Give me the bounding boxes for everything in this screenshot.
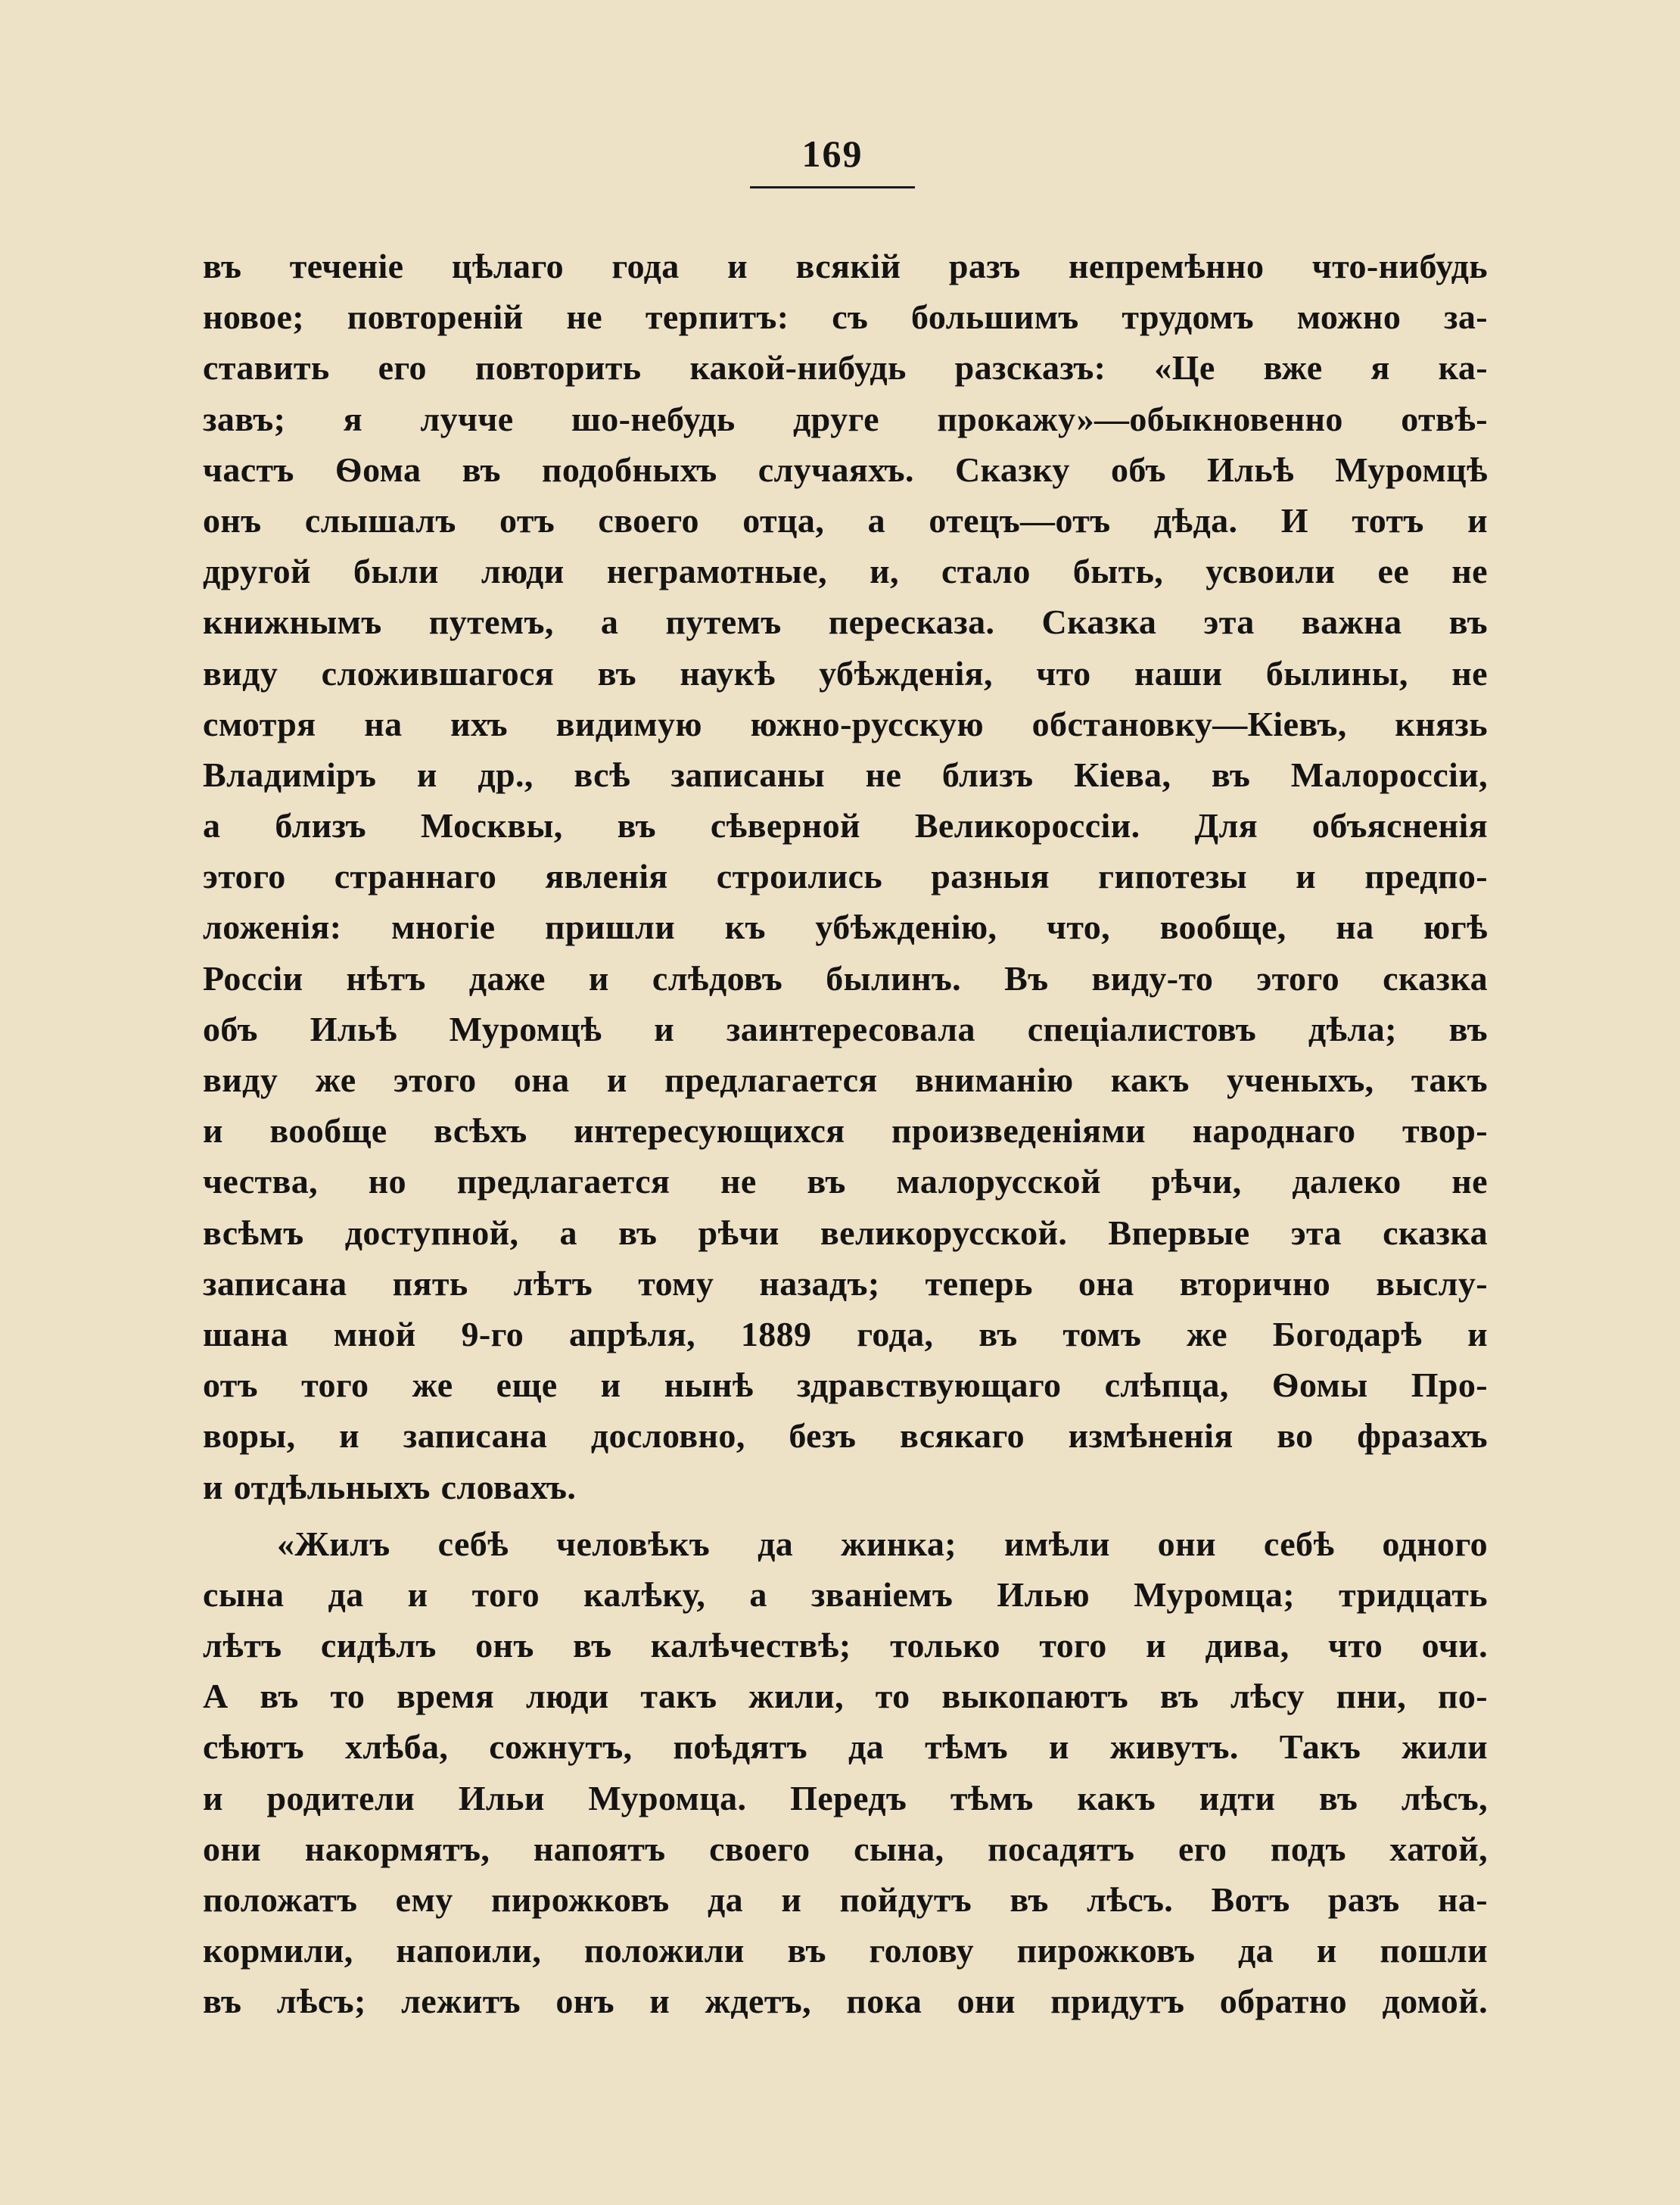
text-line: сѣютъ хлѣба, сожнутъ, поѣдятъ да тѣмъ и живутъ. Такъ жили [203, 1727, 1488, 1767]
text-line: Россіи нѣтъ даже и слѣдовъ былинъ. Въ виду-то этого сказка [203, 958, 1488, 998]
text-line: шана мной 9-го апрѣля, 1889 года, въ томъ же Богодарѣ и [203, 1314, 1488, 1353]
paragraph-1 [203, 241, 1488, 1512]
text-line: «Жилъ себѣ человѣкъ да жинка; имѣли они себѣ одного [277, 1524, 1488, 1563]
text-line: и отдѣльныхъ словахъ. [203, 1467, 577, 1506]
text-line: завъ; я лучче шо-небудь друге прокажу»—обыкновенно отвѣ- [203, 399, 1488, 438]
text-line: смотря на ихъ видимую южно-русскую обстановку—Кіевъ, князь [203, 704, 1488, 743]
text-line: лѣтъ сидѣлъ онъ въ калѣчествѣ; только того и дива, что очи. [203, 1626, 1488, 1665]
page-number: 169 [801, 132, 863, 175]
paragraph-gap [203, 1512, 1488, 1518]
text-line: и родители Ильи Муромца. Передъ тѣмъ какъ идти въ лѣсъ, [203, 1778, 1488, 1817]
header-rule [750, 186, 915, 188]
page-header [749, 132, 916, 188]
text-line: другой были люди неграмотные, и, стало быть, усвоили ее не [203, 552, 1488, 591]
text-line: и вообще всѣхъ интересующихся произведеніями народнаго твор- [203, 1111, 1488, 1151]
text-line: воры, и записана дословно, безъ всякаго измѣненія во фразахъ [203, 1416, 1488, 1456]
text-line: сына да и того калѣку, а званіемъ Илью Муромца; тридцать [203, 1574, 1488, 1614]
text-line: частъ Ѳома въ подобныхъ случаяхъ. Сказку объ Ильѣ Муромцѣ [203, 450, 1488, 489]
text-line: а близъ Москвы, въ сѣверной Великороссіи. Для объясненія [203, 806, 1488, 846]
text-line: онъ слышалъ отъ своего отца, а отецъ—отъ дѣда. И тотъ и [203, 500, 1488, 540]
text-line: въ теченіе цѣлаго года и всякій разъ непремѣнно что-нибудь [203, 247, 1488, 285]
text-line: положатъ ему пирожковъ да и пойдутъ въ лѣсъ. Вотъ разъ на- [203, 1880, 1488, 1919]
text-line: виду же этого она и предлагается вниманію какъ ученыхъ, такъ [203, 1060, 1488, 1099]
text-line: чества, но предлагается не въ малорусской рѣчи, далеко не [203, 1162, 1488, 1201]
text-line: Владиміръ и др., всѣ записаны не близъ Кіева, въ Малороссіи, [203, 755, 1488, 794]
text-line: объ Ильѣ Муромцѣ и заинтересовала спеціалистовъ дѣла; въ [203, 1009, 1488, 1048]
text-line: виду сложившагося въ наукѣ убѣжденія, что наши былины, не [203, 653, 1488, 693]
text-line: ложенія: многіе пришли къ убѣжденію, что, вообще, на югѣ [203, 908, 1488, 947]
text-line: всѣмъ доступной, а въ рѣчи великорусской. Впервые эта сказка [203, 1213, 1488, 1252]
text-line: этого страннаго явленія строились разныя гипотезы и предпо- [203, 857, 1488, 896]
text-line: новое; повтореній не терпитъ: съ большимъ трудомъ можно за- [203, 297, 1488, 337]
text-line: кормили, напоили, положили въ голову пирожковъ да и пошли [203, 1931, 1488, 1970]
text-line: записана пять лѣтъ тому назадъ; теперь она вторично выслу- [203, 1263, 1488, 1303]
text-line: отъ того же еще и нынѣ здравствующаго слѣпца, Ѳомы Про- [203, 1366, 1488, 1405]
text-line: они накормятъ, напоятъ своего сына, посадятъ его подъ хатой, [203, 1829, 1488, 1868]
text-line: въ лѣсъ; лежитъ онъ и ждетъ, пока они придутъ обратно домой. [203, 1982, 1488, 2021]
text-line: книжнымъ путемъ, а путемъ пересказа. Сказка эта важна въ [203, 603, 1488, 642]
text-column [203, 241, 1488, 2027]
text-line: ставить его повторить какой-нибудь разсказъ: «Це вже я ка- [203, 348, 1488, 388]
text-line: А въ то время люди такъ жили, то выкопаютъ въ лѣсу пни, по- [203, 1677, 1488, 1716]
paragraph-2 [203, 1518, 1488, 2027]
